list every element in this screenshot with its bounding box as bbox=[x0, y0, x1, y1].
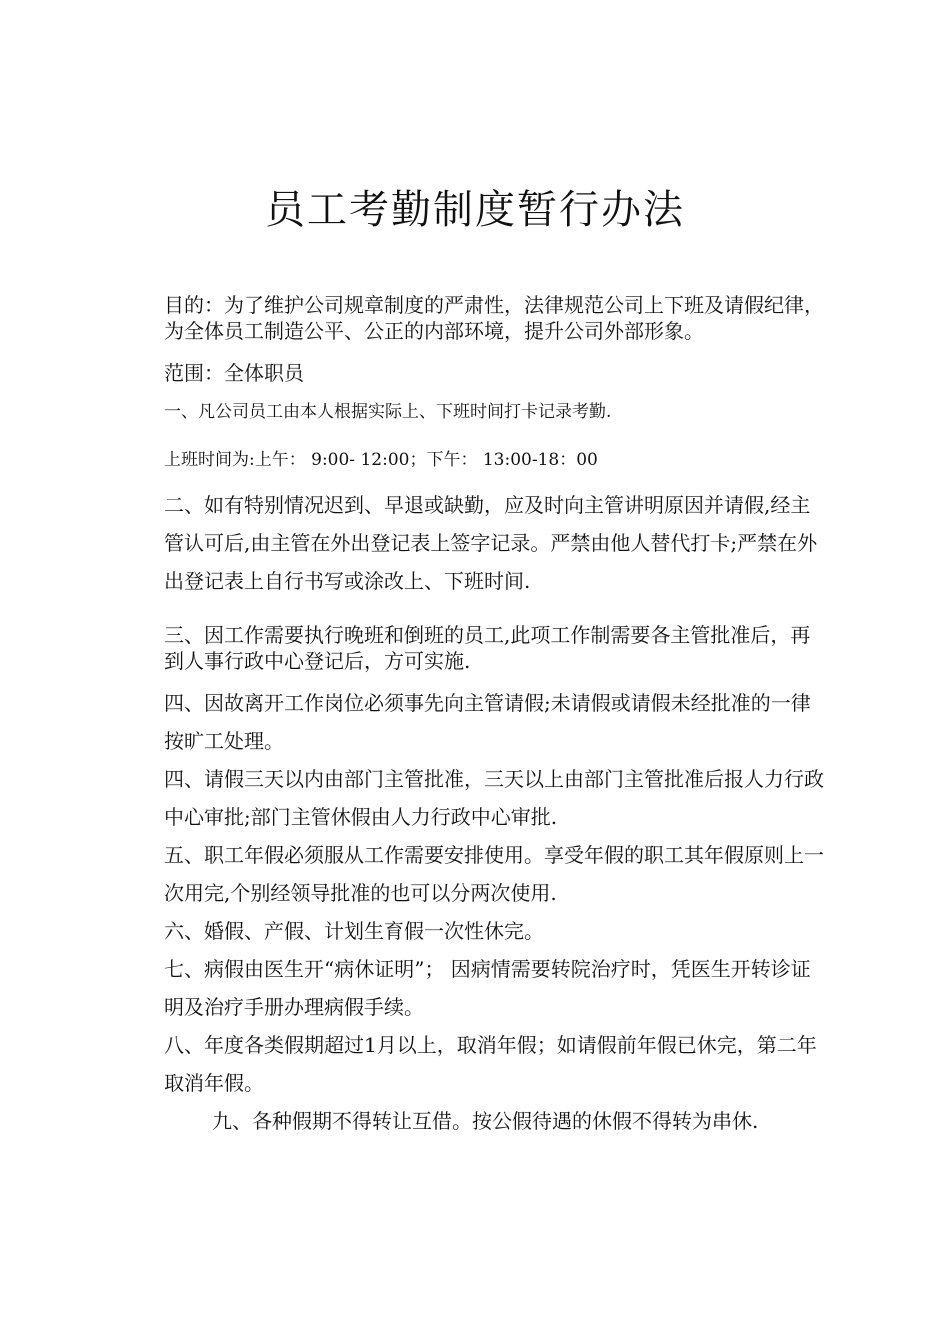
paragraph-special-leave: 六、婚假、产假、计划生育假一次性休完。 bbox=[164, 919, 544, 943]
paragraph-annual-leave: 五、职工年假必须服从工作需要安排使用。享受年假的职工其年假原则上一次用完,个别经领导批准的也可以分两次使用. bbox=[164, 843, 824, 905]
paragraph-absence-rule: 四、因故离开工作岗位必须事先向主管请假;未请假或请假未经批准的一律按旷工处理。 bbox=[164, 691, 811, 753]
paragraph-shift-work: 三、因工作需要执行晚班和倒班的员工,此项工作制需要各主管批准后，再到人事行政中心登记后，方可实施. bbox=[164, 623, 811, 673]
paragraph-purpose: 目的：为了维护公司规章制度的严肃性，法律规范公司上下班及请假纪律，为全体员工制造公平、公正的内部环境，提升公司外部形象。 bbox=[164, 293, 824, 343]
paragraph-sick-leave: 七、病假由医生开“病休证明”； 因病情需要转院治疗时，凭医生开转诊证明及治疗手册办理病假手续。 bbox=[164, 957, 811, 1019]
paragraph-approval-rule: 四、请假三天以内由部门主管批准，三天以上由部门主管批准后报人力行政中心审批;部门主管休假由人力行政中心审批. bbox=[164, 767, 824, 829]
paragraph-clock-in-rule: 一、凡公司员工由本人根据实际上、下班时间打卡记录考勤. bbox=[164, 402, 612, 422]
paragraph-leave-limit: 八、年度各类假期超过1月以上，取消年假；如请假前年假已休完，第二年取消年假。 bbox=[164, 1033, 817, 1095]
document-title: 员工考勤制度暂行办法 bbox=[265, 187, 685, 233]
paragraph-scope: 范围：全体职员 bbox=[164, 361, 304, 385]
document-body bbox=[164, 292, 824, 1140]
paragraph-no-transfer: 九、各种假期不得转让互借。按公假待遇的休假不得转为串休. bbox=[212, 1109, 759, 1133]
paragraph-leave-notice: 二、如有特别情况迟到、早退或缺勤，应及时向主管讲明原因并请假,经主管认可后,由主管在外出登记表上签字记录。严禁由他人替代打卡;严禁在外出登记表上自行书写或涂改上、下班时间. bbox=[164, 493, 818, 593]
paragraph-work-hours: 上班时间为:上午： 9:00- 12:00；下午： 13:00-18：00 bbox=[164, 450, 598, 470]
